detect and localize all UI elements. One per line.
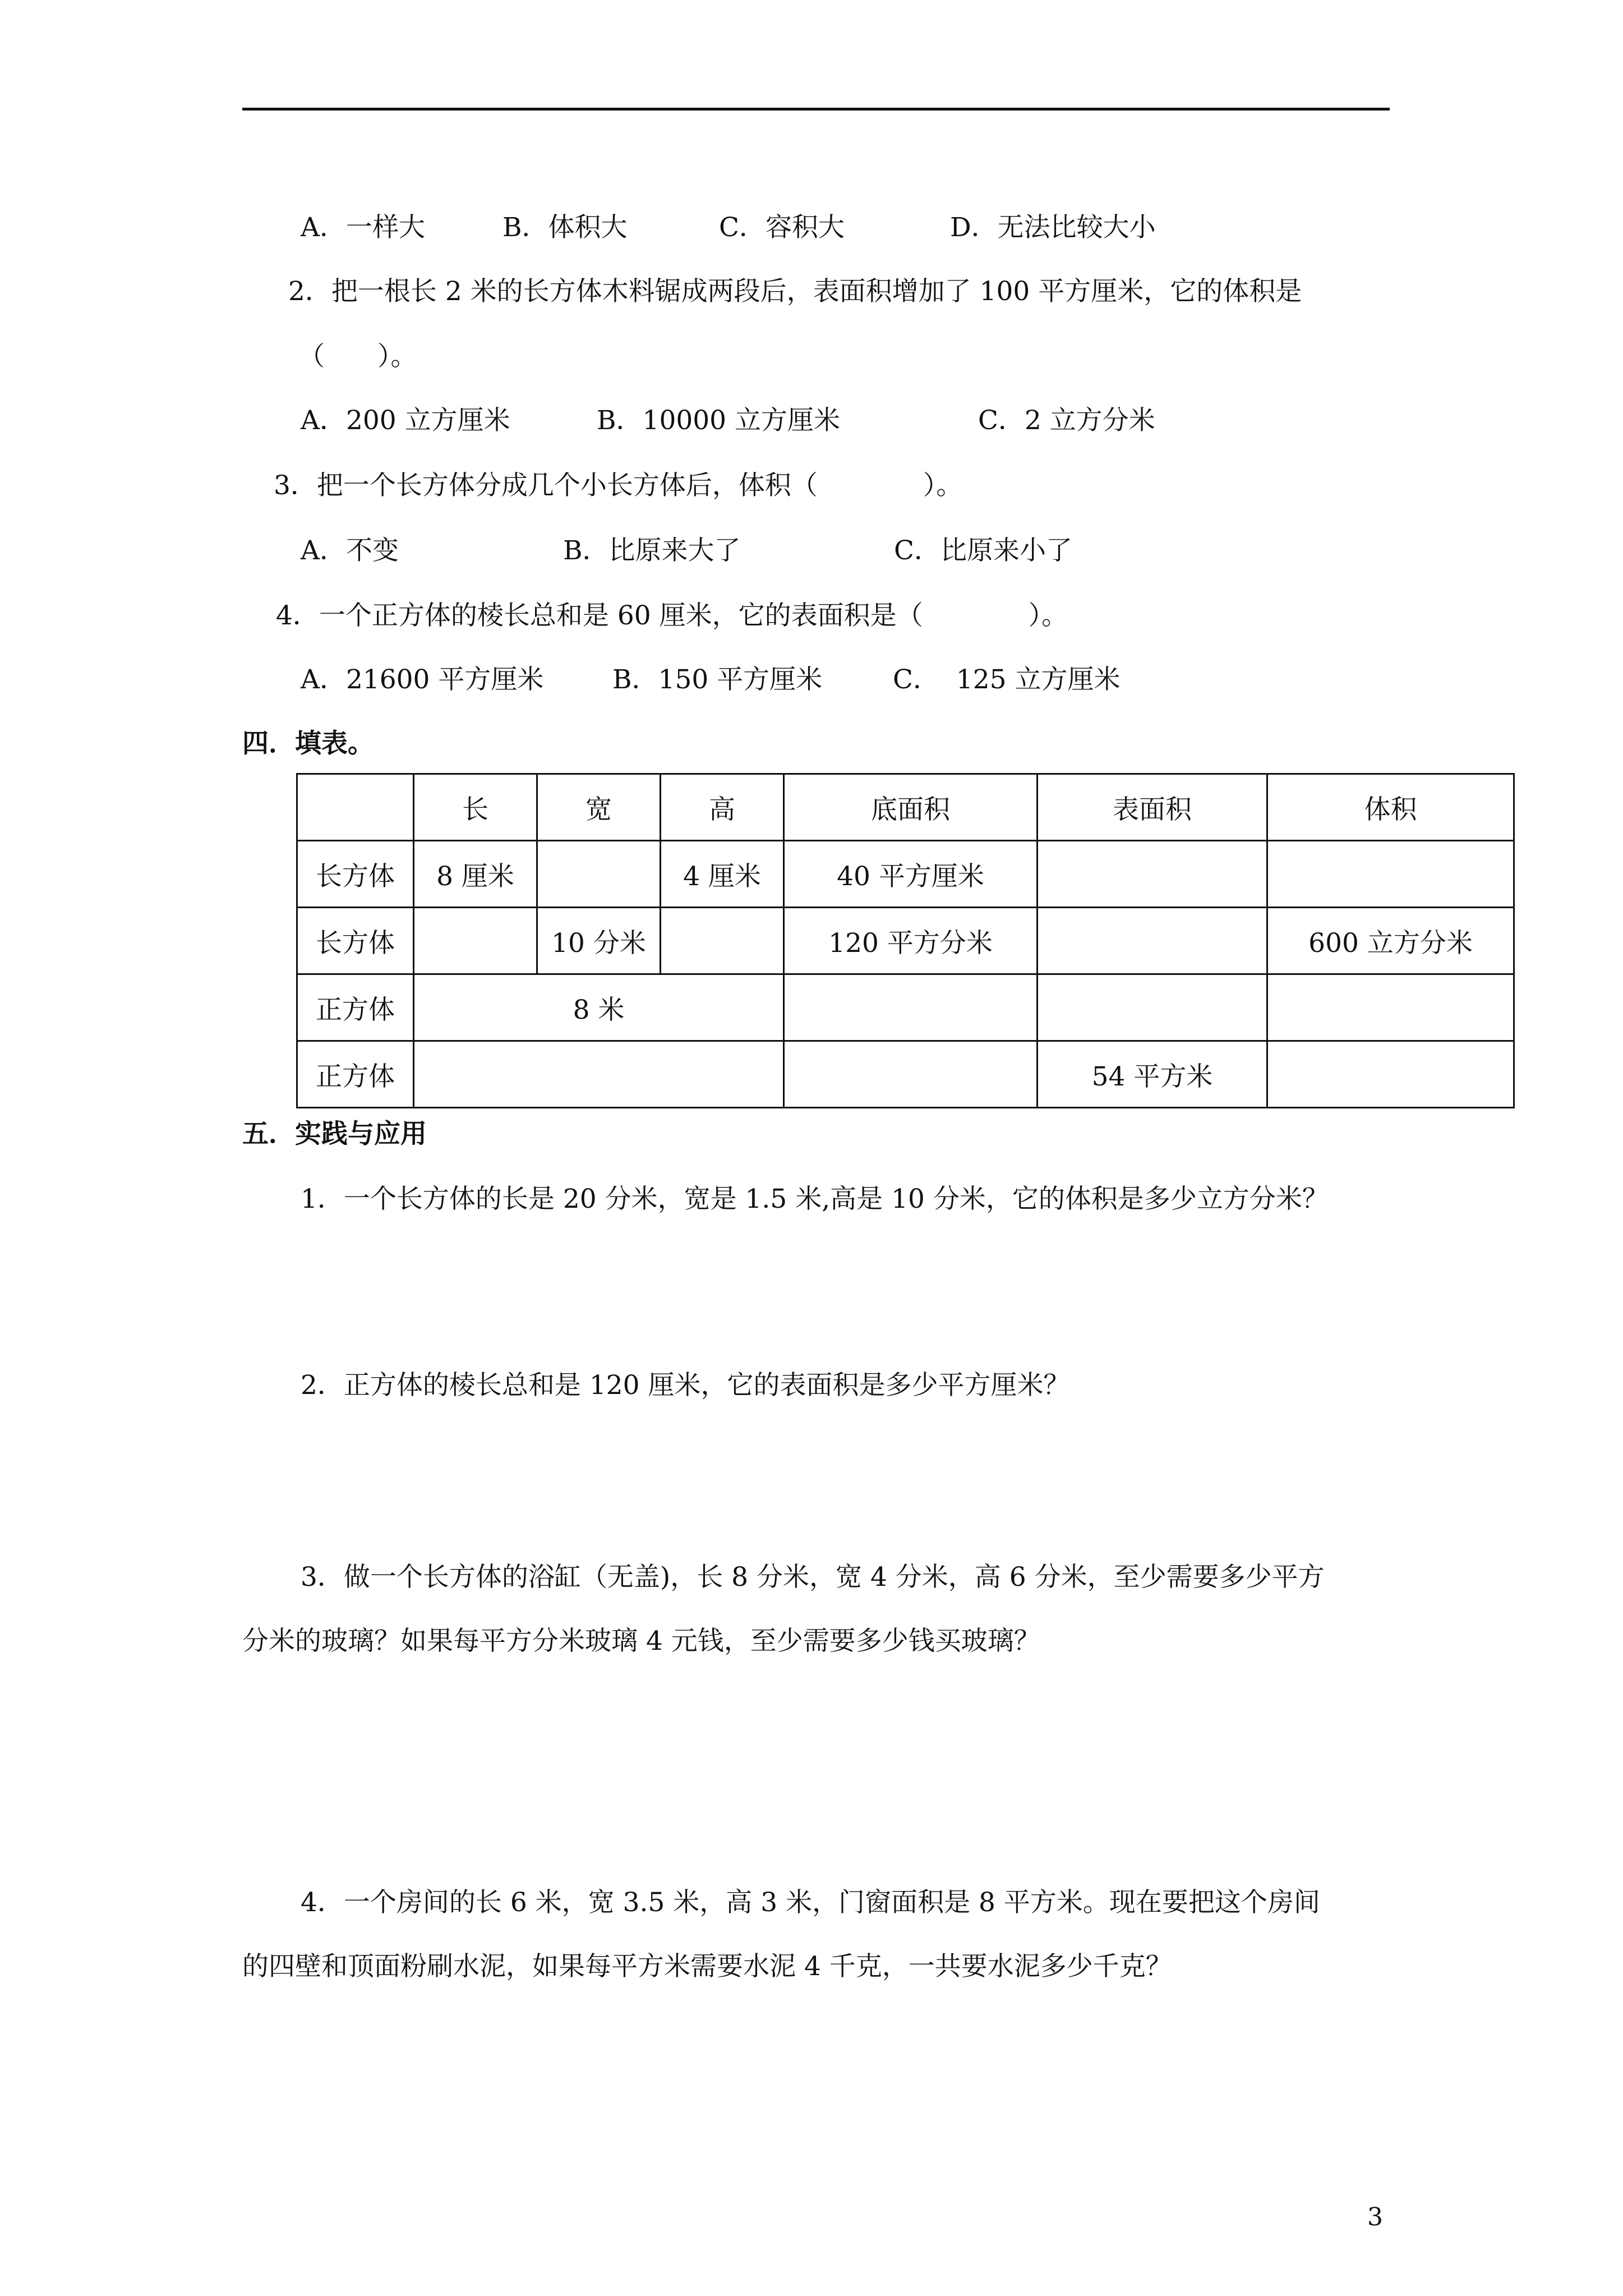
problem-3-line1: 3．做一个长方体的浴缸（无盖)，长 8 分米，宽 4 分米，高 6 分米，至少需要多少平方 <box>301 1562 1325 1593</box>
q1-option-b: B．体积大 <box>502 212 628 243</box>
table-row <box>297 974 1514 1041</box>
q4-option-b: B．150 平方厘米 <box>612 664 823 695</box>
q4-option-a: A．21600 平方厘米 <box>301 664 544 695</box>
q1-option-c: C．容积大 <box>719 212 845 243</box>
page-number: 3 <box>1367 2203 1383 2231</box>
cell-volume <box>1267 974 1514 1041</box>
q1-option-a: A．一样大 <box>301 212 425 243</box>
table-row <box>297 1041 1514 1108</box>
cell-length: 8 厘米 <box>414 841 537 908</box>
header-volume: 体积 <box>1267 774 1514 841</box>
problem-4-line1: 4．一个房间的长 6 米，宽 3.5 米，高 3 米，门窗面积是 8 平方米。现在要把这个房间 <box>301 1887 1320 1918</box>
cell-surface-area <box>1038 974 1267 1041</box>
section5-heading: 五．实践与应用 <box>242 1119 427 1149</box>
row-label: 长方体 <box>297 841 414 908</box>
q3-option-c: C．比原来小了 <box>894 535 1072 566</box>
cell-edge <box>414 1041 784 1108</box>
cell-surface-area <box>1038 841 1267 908</box>
header-rule <box>242 108 1390 111</box>
cell-volume: 600 立方分米 <box>1267 908 1514 974</box>
problem-1: 1．一个长方体的长是 20 分米，宽是 1.5 米,高是 10 分米，它的体积是多少立方分米？ <box>301 1184 1329 1214</box>
header-length: 长 <box>414 774 537 841</box>
q1-option-d: D．无法比较大小 <box>950 212 1156 243</box>
q2-text-line2: （ ）。 <box>298 341 417 372</box>
q3-text: 3．把一个长方体分成几个小长方体后，体积（ ）。 <box>274 470 963 501</box>
q2-option-a: A．200 立方厘米 <box>301 405 510 436</box>
fill-in-table <box>296 773 1515 1108</box>
header-base-area: 底面积 <box>784 774 1038 841</box>
row-label: 正方体 <box>297 974 414 1041</box>
q3-option-b: B．比原来大了 <box>563 535 741 566</box>
problem-3-line2: 分米的玻璃？如果每平方分米玻璃 4 元钱，至少需要多少钱买玻璃？ <box>242 1626 1040 1657</box>
cell-height <box>661 908 784 974</box>
table-row <box>297 841 1514 908</box>
problem-2: 2．正方体的棱长总和是 120 厘米，它的表面积是多少平方厘米？ <box>301 1370 1070 1401</box>
cell-volume <box>1267 841 1514 908</box>
header-width: 宽 <box>537 774 661 841</box>
q4-option-c: C． 125 立方厘米 <box>893 664 1121 695</box>
section4-heading: 四．填表。 <box>242 728 374 759</box>
header-surface-area: 表面积 <box>1038 774 1267 841</box>
row-label: 长方体 <box>297 908 414 974</box>
q3-option-a: A．不变 <box>301 535 399 566</box>
row-label: 正方体 <box>297 1041 414 1108</box>
q2-text-line1: 2．把一根长 2 米的长方体木料锯成两段后，表面积增加了 100 平方厘米，它的体积是 <box>288 276 1302 307</box>
q2-option-b: B．10000 立方厘米 <box>597 405 840 436</box>
table-header-row <box>297 774 1514 841</box>
cell-surface-area: 54 平方米 <box>1038 1041 1267 1108</box>
problem-4-line2: 的四壁和顶面粉刷水泥，如果每平方米需要水泥 4 千克，一共要水泥多少千克？ <box>242 1951 1172 1982</box>
cell-height: 4 厘米 <box>661 841 784 908</box>
cell-base-area <box>784 1041 1038 1108</box>
cell-surface-area <box>1038 908 1267 974</box>
cell-length <box>414 908 537 974</box>
cell-edge: 8 米 <box>414 974 784 1041</box>
cell-base-area: 40 平方厘米 <box>784 841 1038 908</box>
q2-option-c: C．2 立方分米 <box>978 405 1155 436</box>
cell-base-area: 120 平方分米 <box>784 908 1038 974</box>
header-cell-empty <box>297 774 414 841</box>
cell-width: 10 分米 <box>537 908 661 974</box>
q4-text: 4．一个正方体的棱长总和是 60 厘米，它的表面积是（ ）。 <box>276 600 1068 631</box>
cell-width <box>537 841 661 908</box>
cell-base-area <box>784 974 1038 1041</box>
table-row <box>297 908 1514 974</box>
header-height: 高 <box>661 774 784 841</box>
cell-volume <box>1267 1041 1514 1108</box>
